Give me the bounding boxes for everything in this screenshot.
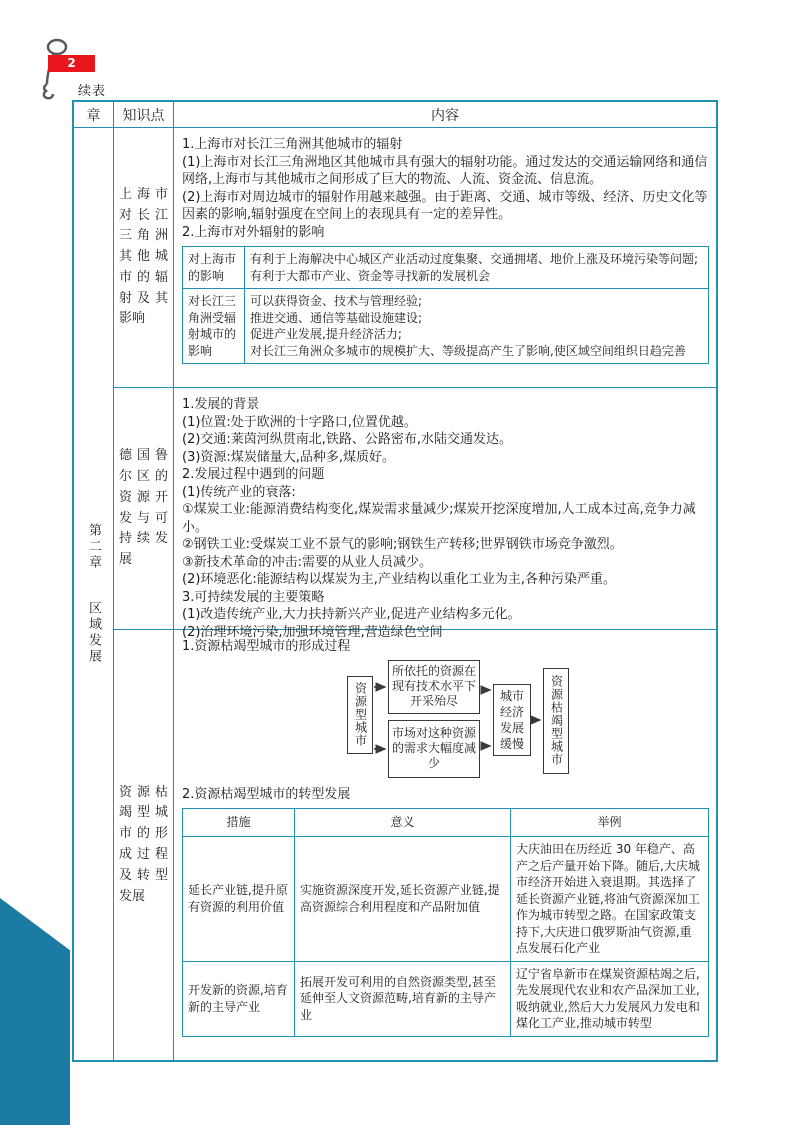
formation-flowchart	[347, 660, 579, 782]
paragraph: (2)环境恶化:能源结构以煤炭为主,产业结构以重化工业为主,各种污染严重。	[182, 572, 617, 587]
knowledge-point-ruhr: 德国鲁尔区的资源开发与可持续发展	[114, 388, 174, 630]
paragraph: 1.上海市对长江三角洲其他城市的辐射	[182, 137, 403, 152]
meaning-cell: 实施资源深度开发,延长资源产业链,提高资源综合利用程度和产品附加值	[295, 837, 511, 962]
chapter-title: 第二章	[86, 523, 101, 571]
flow-node-slow-economy: 城市经济发展缓慢	[493, 684, 531, 756]
knowledge-table	[72, 100, 718, 1062]
example-cell: 大庆油田在历经近 30 年稳产、高产之后产量开始下降。随后,大庆城市经济开始进入衰退期。其选择了延长资源产业链,将油气资源深加工作为城市转型之路。在国家政策支持下,大庆进口俄罗斯油气资源,重点发展石化产业	[511, 837, 709, 962]
paragraph: (1)改造传统产业,大力扶持新兴产业,促进产业结构多元化。	[182, 607, 521, 622]
flow-node-source-city: 资源型城市	[347, 676, 373, 754]
paragraph: (1)传统产业的衰落:	[182, 484, 296, 500]
knowledge-point-depleted-city: 资源枯竭型城市的形成过程及转型发展	[114, 630, 174, 1060]
paragraph: 2.上海市对外辐射的影响	[182, 224, 325, 240]
table-row	[183, 289, 709, 364]
paragraph: (2)治理环境污染,加强环境管理,营造绿色空间	[182, 624, 443, 640]
column-header-example: 举例	[511, 809, 709, 837]
flow-node-depleted-city: 资源枯竭型城市	[543, 668, 569, 774]
chapter-name: 区域发展	[86, 601, 101, 665]
measure-cell: 延长产业链,提升原有资源的利用价值	[183, 837, 295, 962]
content-depleted-city	[174, 630, 716, 1060]
continued-table-label: 续表	[78, 84, 107, 99]
header-chapter: 章	[74, 102, 114, 128]
impact-row-text: 可以获得资金、技术与管理经验; 推进交通、通信等基础设施建设; 促进产业发展,提升经济活力; 对长江三角洲众多城市的规模扩大、等级提高产生了影响,使区域空间组织日趋完善	[245, 289, 709, 364]
measure-cell: 开发新的资源,培育新的主导产业	[183, 961, 295, 1036]
impact-row-text: 有利于上海解决中心城区产业活动过度集聚、交通拥堵、地价上涨及环境污染等问题; 有利于大都市产业、资金等寻找新的发展机会	[245, 247, 709, 289]
example-cell: 辽宁省阜新市在煤炭资源枯竭之后,先发展现代农业和农产品深加工业,吸纳就业,然后大力发展风力发电和煤化工产业,推动城市转型	[511, 961, 709, 1036]
paragraph: ③新技术革命的冲击:需要的从业人员减少。	[182, 554, 433, 570]
content-shanghai	[174, 128, 716, 388]
impact-row-label: 对长江三角洲受辐射城市的影响	[183, 289, 245, 364]
sidebar-label: 考前必记	[43, 105, 61, 181]
paragraph: ②钢铁工业:受煤炭工业不景气的影响;钢铁生产转移;世界钢铁市场竞争激烈。	[182, 537, 623, 552]
transform-table	[182, 808, 709, 1037]
table-row	[183, 247, 709, 289]
impact-table	[182, 246, 709, 364]
section-title: 2.资源枯竭型城市的转型发展	[182, 786, 351, 802]
paragraph: (2)上海市对周边城市的辐射作用越来越强。由于距离、交通、城市等级、经济、历史文化等因素的影响,辐射强度在空间上的表现具有一定的差异性。	[182, 189, 708, 222]
paragraph: ①煤炭工业:能源消费结构变化,煤炭需求量减少;煤炭开挖深度增加,人工成本过高,竞争力减小。	[182, 502, 696, 535]
table-row	[183, 961, 709, 1036]
impact-row-label: 对上海市的影响	[183, 247, 245, 289]
content-ruhr	[174, 388, 716, 640]
paragraph: 1.发展的背景	[182, 397, 260, 412]
chapter-cell	[74, 128, 114, 1060]
knowledge-point-shanghai: 上海市对长江三角洲其他城市的辐射及其影响	[114, 128, 174, 388]
paragraph: (1)上海市对长江三角洲地区其他城市具有强大的辐射功能。通过发达的交通运输网络和通信网络,上海市与其他城市之间形成了巨大的物流、人流、资金流、信息流。	[182, 154, 708, 187]
paragraph: (1)位置:处于欧洲的十字路口,位置优越。	[182, 414, 417, 430]
flow-node-demand-drop: 市场对这种资源的需求大幅度减少	[388, 720, 480, 778]
paragraph: (3)资源:煤炭储量大,品种多,煤质好。	[182, 449, 396, 465]
corner-ribbon	[0, 898, 70, 1125]
paragraph: 3.可持续发展的主要策略	[182, 589, 325, 605]
page-number-badge: 2	[48, 55, 95, 72]
header-content: 内容	[174, 102, 716, 128]
column-header-meaning: 意义	[295, 809, 511, 837]
paragraph: (2)交通:莱茵河纵贯南北,铁路、公路密布,水陆交通发达。	[182, 432, 513, 447]
table-header-row	[183, 809, 709, 837]
column-header-measure: 措施	[183, 809, 295, 837]
section-title: 1.资源枯竭型城市的形成过程	[182, 639, 351, 654]
paragraph: 2.发展过程中遇到的问题	[182, 467, 325, 482]
flow-node-resource-exhausted: 所依托的资源在现有技术水平下开采殆尽	[388, 660, 480, 714]
meaning-cell: 拓展开发可利用的自然资源类型,甚至延伸至人文资源范畴,培育新的主导产业	[295, 961, 511, 1036]
table-row	[183, 837, 709, 962]
header-knowledge-point: 知识点	[114, 102, 174, 128]
